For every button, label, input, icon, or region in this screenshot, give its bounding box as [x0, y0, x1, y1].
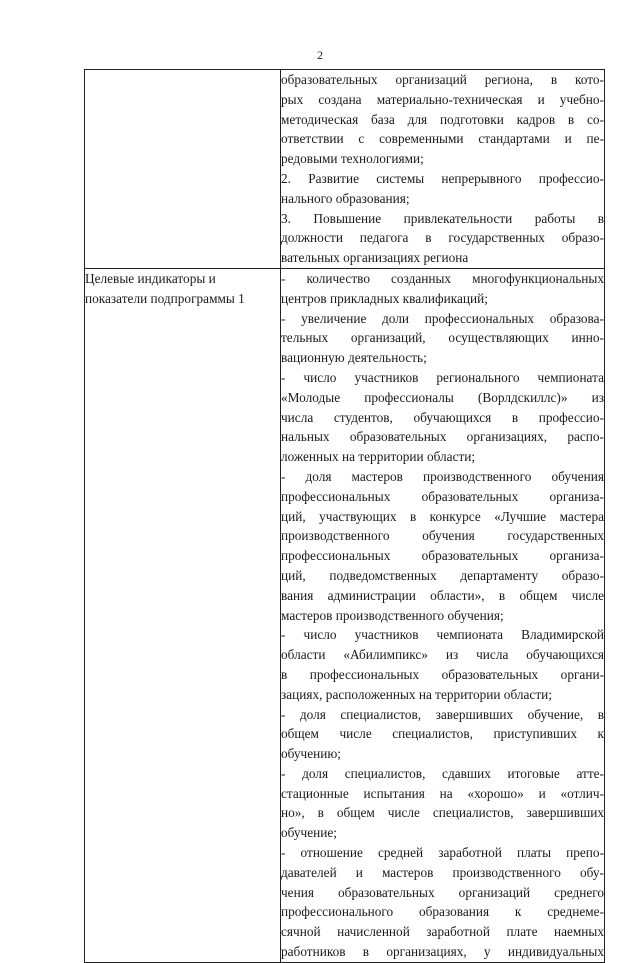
text-line: ответствии с современными стандартами и пе-	[281, 131, 604, 147]
text-line: - число участников чемпионата Владимирской	[281, 627, 604, 643]
text-line: - количество созданных многофункциональных	[281, 270, 604, 286]
row1-label-cell	[85, 70, 281, 269]
text-line: числа студентов, обучающихся в профессио-	[281, 409, 604, 425]
row2-content-cell	[281, 268, 605, 962]
text-line: области «Абилимпикс» из числа обучающихся	[281, 647, 604, 663]
text-line: общем числе специалистов, приступивших к	[281, 726, 604, 742]
text-line: должности педагога в государственных образо-	[281, 230, 604, 246]
row2-text-block	[281, 269, 604, 962]
text-line: «Молодые профессионалы (Ворлдскиллс)» из	[281, 389, 604, 405]
row1-text-block	[281, 70, 604, 268]
row1-content-cell	[281, 70, 605, 269]
text-line: образовательных организаций региона, в кото-	[281, 72, 604, 87]
text-line: центров прикладных квалификаций;	[281, 290, 488, 306]
text-line: ций, подведомственных департаменту образо-	[281, 567, 604, 583]
text-line: вательных организациях региона	[281, 250, 469, 266]
text-line: мастеров производственного обучения;	[281, 607, 504, 623]
text-line: 3. Повышение привлекательности работы в	[281, 210, 604, 226]
text-line: обучение;	[281, 825, 337, 841]
text-line: профессиональных образовательных организа-	[281, 488, 604, 504]
text-line: чения образовательных организаций среднего	[281, 884, 604, 900]
text-line: ций, участвующих в конкурсе «Лучшие мастера	[281, 508, 604, 524]
text-line: - доля мастеров производственного обучения	[281, 468, 604, 484]
text-line: рых создана материально-техническая и учебно-	[281, 91, 604, 107]
text-line: - доля специалистов, сдавших итоговые атте-	[281, 765, 604, 781]
text-line: - доля специалистов, завершивших обучение, в	[281, 706, 604, 722]
text-line: но», в общем числе специалистов, завершивших	[281, 805, 604, 821]
text-line: давателей и мастеров производственного обу-	[281, 864, 604, 880]
page-number: 2	[317, 48, 323, 62]
text-line: - отношение средней заработной платы препо-	[281, 845, 604, 861]
text-line: - увеличение доли профессиональных образова-	[281, 310, 604, 326]
text-line: редовыми технологиями;	[281, 151, 424, 167]
text-line: стационные испытания на «хорошо» и «отлич-	[281, 785, 604, 801]
text-line: - число участников регионального чемпионата	[281, 369, 604, 385]
text-line: методическая база для подготовки кадров в со-	[281, 111, 604, 127]
text-line: 2. Развитие системы непрерывного профессио-	[281, 170, 604, 186]
text-line: производственного обучения государственных	[281, 528, 604, 544]
text-line: обучению;	[281, 746, 342, 762]
text-line: нальных образовательных организациях, распо-	[281, 429, 604, 445]
program-table	[84, 69, 605, 963]
text-line: зациях, расположенных на территории области;	[281, 686, 552, 702]
table-row	[85, 70, 605, 269]
text-line: работников в организациях, у индивидуальных	[281, 944, 604, 960]
text-line: профессионального образования к среднеме-	[281, 904, 604, 920]
text-line: нального образования;	[281, 190, 410, 206]
text-line: профессиональных образовательных организа-	[281, 548, 604, 564]
text-line: вания администрации области», в общем числе	[281, 587, 604, 603]
text-line: ложенных на территории области;	[281, 449, 476, 465]
text-line: вационную деятельность;	[281, 350, 427, 366]
row2-label-cell: Целевые индикаторы и показатели подпрограммы 1	[85, 268, 281, 962]
table-row	[85, 268, 605, 962]
text-line: тельных организаций, осуществляющих инно-	[281, 330, 604, 346]
text-line: сячной начисленной заработной плате наемных	[281, 924, 604, 940]
text-line: в профессиональных образовательных органи-	[281, 666, 604, 682]
